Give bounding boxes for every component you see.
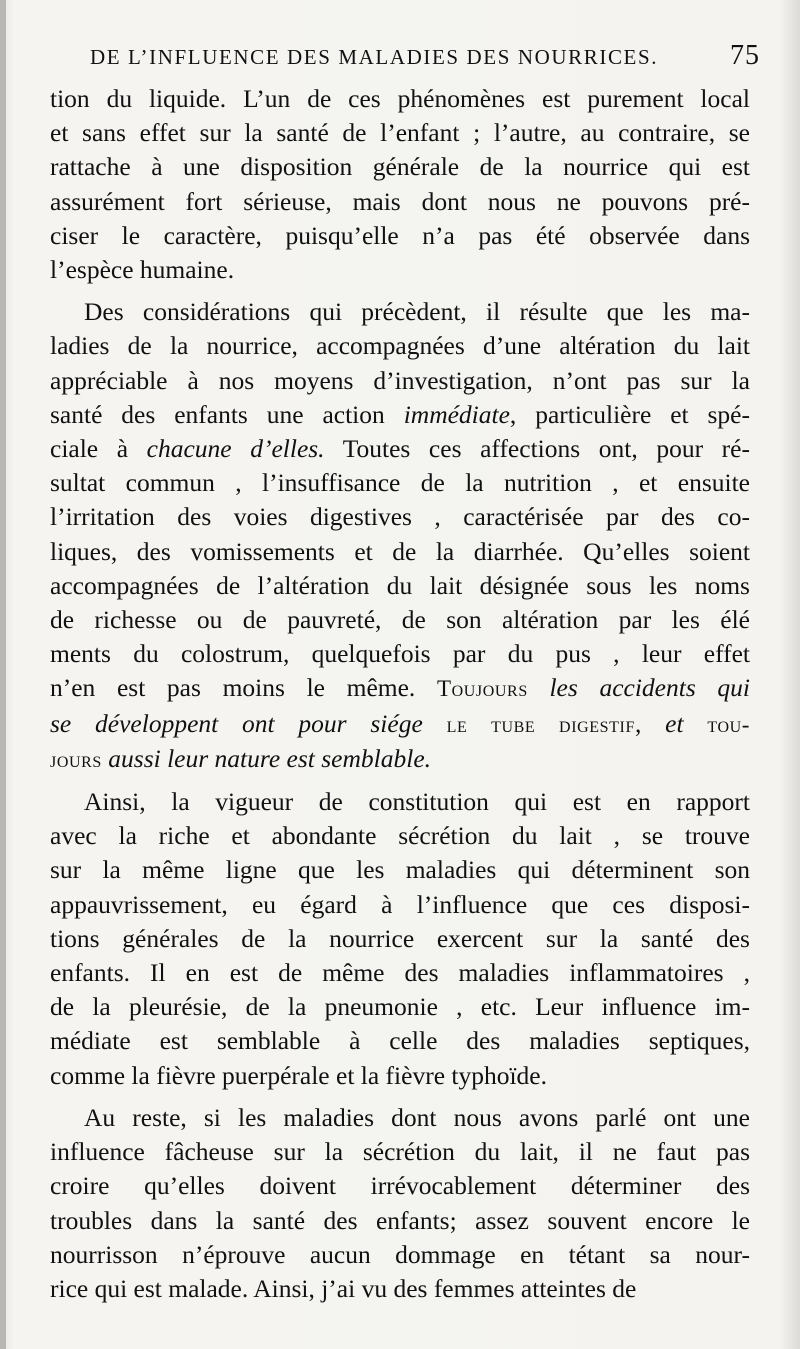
- paragraph: [50, 82, 750, 287]
- text-segment: l’espèce humaine.: [50, 255, 235, 285]
- text-line: [50, 569, 750, 603]
- text-segment: liques, des vomissements et de la diarrhée. Qu’elles soient: [50, 536, 750, 566]
- text-segment: Toutes ces affections ont, pour ré-: [324, 434, 750, 464]
- text-line: [50, 1272, 750, 1306]
- text-segment: n’en est pas moins le même.: [50, 673, 437, 703]
- text-line: [50, 1135, 750, 1169]
- page-number: 75: [730, 40, 760, 71]
- text-line: [50, 956, 750, 990]
- text-line: [50, 295, 750, 329]
- text-line: [50, 535, 750, 569]
- text-segment: l’irritation des voies digestives , caractérisée par des co-: [50, 502, 750, 532]
- text-line: [50, 432, 750, 466]
- text-segment: Au reste, si les maladies dont nous avons parlé ont une: [84, 1102, 750, 1132]
- text-line: [50, 742, 750, 777]
- text-line: [50, 253, 750, 287]
- text-segment: troubles dans la santé des enfants; assez souvent encore le: [50, 1205, 750, 1235]
- text-segment: médiate est semblable à celle des maladies septiques,: [50, 1026, 750, 1056]
- paragraph: [50, 785, 750, 1093]
- text-segment: , particulière et spé-: [509, 399, 750, 429]
- text-segment: Des considérations qui précèdent, il résulte que les ma-: [84, 297, 750, 327]
- text-line: [50, 819, 750, 853]
- text-line: [50, 185, 750, 219]
- text-line: [50, 922, 750, 956]
- text-segment: santé des enfants une action: [50, 399, 404, 429]
- italic-text: les accidents qui: [527, 673, 750, 703]
- page-header: [90, 40, 760, 80]
- text-segment: [423, 709, 447, 738]
- text-segment: tion du liquide. L’un de ces phénomènes est purement local: [50, 84, 750, 113]
- text-segment: Ainsi, la vigueur de constitution qui est en rapport: [84, 787, 750, 817]
- text-segment: ladies de la nourrice, accompagnées d’une altération du lait: [50, 331, 750, 361]
- text-line: [50, 1024, 750, 1058]
- text-segment: tions générales de la nourrice exercent sur la santé des: [50, 923, 750, 953]
- small-caps-text: Toujours: [436, 676, 528, 702]
- text-segment: sultat commun , l’insuffisance de la nutrition , et ensuite: [50, 468, 750, 498]
- text-segment: accompagnées de l’altération du lait désignée sous les noms: [50, 570, 750, 600]
- text-segment: assurément fort sérieuse, mais dont nous ne pouvons pré-: [50, 186, 750, 216]
- text-segment: avec la riche et abondante sécrétion du lait , se trouve: [50, 821, 750, 851]
- text-segment: ,: [634, 708, 666, 738]
- text-segment: ments du colostrum, quelquefois par du pus , leur effet: [50, 639, 750, 669]
- text-segment: appauvrissement, eu égard à l’influence que ces disposi-: [50, 889, 750, 919]
- text-segment: croire qu’elles doivent irrévocablement déterminer des: [50, 1171, 750, 1201]
- text-segment: sur la même ligne que les maladies qui déterminent son: [50, 855, 750, 885]
- text-line: [50, 603, 750, 637]
- text-line: [50, 1169, 750, 1203]
- text-segment: enfants. Il en est de même des maladies inflammatoires ,: [50, 958, 750, 988]
- text-line: [50, 707, 750, 742]
- text-line: [50, 329, 750, 363]
- text-line: [50, 1238, 750, 1272]
- text-line: [50, 398, 750, 432]
- text-segment: comme la fièvre puerpérale et la fièvre typhoïde.: [50, 1060, 548, 1090]
- text-line: [50, 116, 750, 150]
- italic-text: immédiate: [403, 399, 510, 429]
- text-segment: et sans effet sur la santé de l’enfant ; l’autre, au contraire, se: [50, 118, 750, 148]
- text-line: [50, 82, 750, 116]
- italic-text: chacune d’elles.: [146, 434, 325, 464]
- text-line: [50, 150, 750, 184]
- text-segment: appréciable à nos moyens d’investigation, n’ont pas sur la: [50, 365, 750, 395]
- text-line: [50, 888, 750, 922]
- small-caps-text: le tube digestif: [446, 711, 635, 737]
- paragraph-gap: [50, 777, 750, 785]
- text-segment: de la pleurésie, de la pneumonie , etc. Leur influence im-: [50, 992, 750, 1022]
- text-line: [50, 1059, 750, 1093]
- italic-text: aussi leur nature est semblable.: [101, 743, 432, 773]
- text-line: [50, 219, 750, 253]
- text-segment: de richesse ou de pauvreté, de son altération par les élé: [50, 605, 750, 635]
- text-line: [50, 637, 750, 671]
- paragraph-gap: [50, 1093, 750, 1101]
- text-line: [50, 671, 750, 706]
- text-line: [50, 785, 750, 819]
- text-segment: rice qui est malade. Ainsi, j’ai vu des femmes atteintes de: [50, 1273, 637, 1303]
- page-edge-shadow: [0, 0, 6, 1349]
- text-line: [50, 1101, 750, 1135]
- italic-text: se développent ont pour siége: [50, 708, 423, 738]
- text-segment: influence fâcheuse sur la sécrétion du lait, il ne faut pas: [50, 1137, 750, 1167]
- small-caps-text: jours: [50, 746, 102, 772]
- small-caps-text: tou-: [707, 711, 751, 737]
- text-line: [50, 1204, 750, 1238]
- text-line: [50, 500, 750, 534]
- italic-text: et: [665, 708, 684, 738]
- text-line: [50, 990, 750, 1024]
- text-segment: ciser le caractère, puisqu’elle n’a pas été observée dans: [50, 220, 750, 250]
- text-line: [50, 853, 750, 887]
- paragraph: [50, 1101, 750, 1306]
- text-segment: ciale à: [50, 434, 147, 464]
- running-head: DE L’INFLUENCE DES MALADIES DES NOURRICES.: [90, 45, 659, 69]
- body-text: [50, 82, 750, 1306]
- paragraph: [50, 295, 750, 777]
- text-segment: [684, 709, 708, 738]
- text-line: [50, 364, 750, 398]
- paragraph-gap: [50, 287, 750, 295]
- text-segment: rattache à une disposition générale de la nourrice qui est: [50, 152, 750, 182]
- text-line: [50, 466, 750, 500]
- text-segment: nourrisson n’éprouve aucun dommage en tétant sa nour-: [50, 1239, 750, 1269]
